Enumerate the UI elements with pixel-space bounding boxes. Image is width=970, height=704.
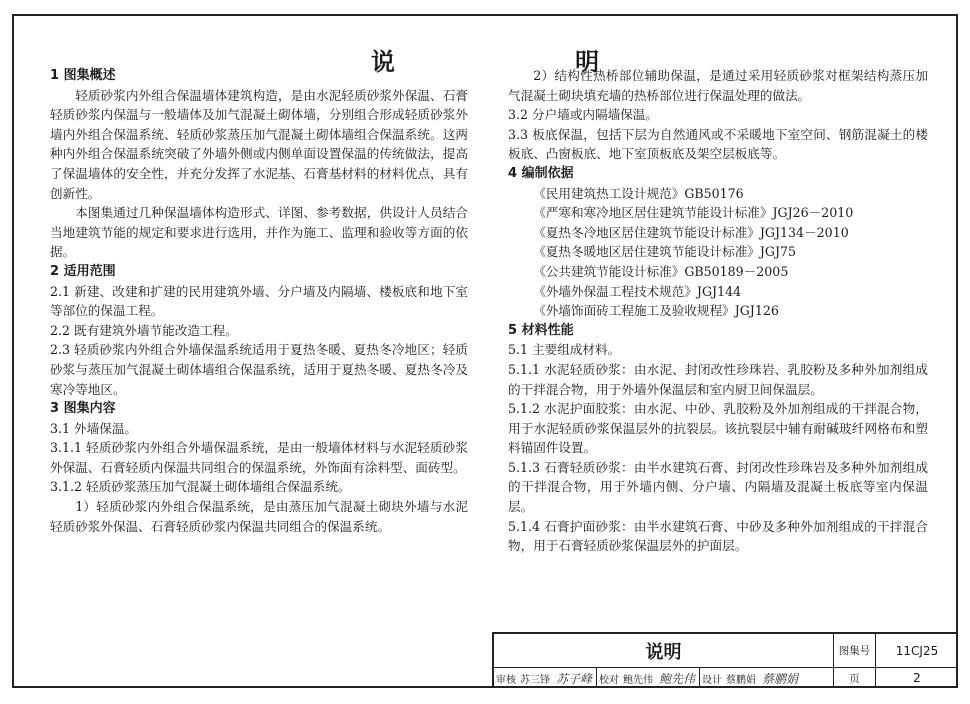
paragraph: 轻质砂浆内外组合保温墙体建筑构造，是由水泥轻质砂浆外保温、石膏轻质砂浆内保温与一般墙体及加气混凝土砌体墙，分别组合形成轻质砂浆外墙内外组合保温系统、轻质砂浆蒸压加气混凝土砌体墙组合保温系统。这两种内外组合保温系统突破了外墙外侧或内侧单面设置保温的传统做法，提高了保温墙体的安全性，并充分发挥了水泥基、石膏基材料的材料优点，具有创新性。 <box>50 87 468 201</box>
section-heading: 4 编制依据 <box>508 165 574 181</box>
review-label: 审核 <box>496 674 516 686</box>
page-label: 页 <box>834 668 876 688</box>
reference-item: 《公共建筑节能设计标准》GB50189－2005 <box>533 263 789 279</box>
reference-item: 《严寒和寒冷地区居住建筑节能设计标准》JGJ26－2010 <box>533 205 854 221</box>
paragraph: 3.1 外墙保温。 <box>50 420 138 436</box>
atlas-number: 11CJ25 <box>876 634 958 668</box>
paragraph: 2.1 新建、改建和扩建的民用建筑外墙、分户墙及内隔墙、楼板底和地下室等部位的保温工程。 <box>50 283 468 319</box>
paragraph: 5.1.3 石膏轻质砂浆：由半水建筑石膏、封闭改性珍珠岩及多种外加剂组成的干拌混合物，用于外墙内侧、分户墙、内隔墙及混凝土板底等室内保温层。 <box>508 459 928 515</box>
section-heading: 2 适用范围 <box>50 263 116 279</box>
paragraph: 3.1.2 轻质砂浆蒸压加气混凝土砌体墙组合保温系统。 <box>50 479 351 495</box>
check-label: 校对 <box>599 674 620 686</box>
paragraph: 2.2 既有建筑外墙节能改造工程。 <box>50 322 238 338</box>
atlas-number-label: 图集号 <box>834 634 876 668</box>
review-signature: 苏子峰 <box>556 671 593 686</box>
title-block-name: 说明 <box>494 634 834 668</box>
signature-row <box>494 668 834 688</box>
right-column <box>508 66 928 556</box>
section-heading: 3 图集内容 <box>50 401 116 417</box>
page-title: 说 明 <box>370 47 686 76</box>
paragraph: 2.3 轻质砂浆内外组合外墙保温系统适用于夏热冬暖、夏热冬冷地区；轻质砂浆与蒸压加气混凝土砌体墙组合保温系统，适用于夏热冬暖、夏热冬冷及寒冷等地区。 <box>50 342 468 397</box>
page-number: 2 <box>913 671 921 685</box>
paragraph: 1）轻质砂浆内外组合保温系统，是由蒸压加气混凝土砌块外墙与水泥轻质砂浆外保温、石膏轻质砂浆内保温共同组合的保温系统。 <box>50 499 468 534</box>
section-heading: 5 材料性能 <box>508 322 574 338</box>
paragraph: 5.1 主要组成材料。 <box>508 342 621 358</box>
check-name: 鲍先伟 <box>623 674 654 686</box>
section-heading: 1 图集概述 <box>50 68 116 83</box>
paragraph: 5.1.4 石膏护面砂浆：由半水建筑石膏、中砂及多种外加剂组成的干拌混合物，用于石膏轻质砂浆保温层外的护面层。 <box>508 518 928 554</box>
design-signature: 蔡鹏娟 <box>762 671 799 686</box>
design-name: 蔡鹏娟 <box>726 674 757 686</box>
paragraph: 5.1.1 水泥轻质砂浆：由水泥、封闭改性珍珠岩、乳胶粉及多种外加剂组成的干拌混合物，用于外墙外保温层和室内厨卫间保温层。 <box>508 361 928 397</box>
reference-item: 《外墙饰面砖工程施工及验收规程》JGJ126 <box>533 303 779 319</box>
paragraph: 3.1.1 轻质砂浆内外组合外墙保温系统，是由一般墙体材料与水泥轻质砂浆外保温、石膏轻质内保温共同组合的保温系统，外饰面有涂料型、面砖型。 <box>50 440 468 475</box>
reference-item: 《夏热冬冷地区居住建筑节能设计标准》JGJ134－2010 <box>533 224 849 240</box>
review-name: 苏三锋 <box>520 674 550 686</box>
paragraph: 5.1.2 水泥护面胶浆：由水泥、中砂、乳胶粉及外加剂组成的干拌混合物，用于水泥轻质砂浆保温层外的抗裂层。该抗裂层中辅有耐碱玻纤网格布和塑料锚固件设置。 <box>508 401 928 456</box>
title-block <box>492 632 958 688</box>
left-column <box>50 66 468 536</box>
paragraph: 3.3 板底保温，包括下层为自然通风或不采暖地下室空间、钢筋混凝土的楼板底、凸窗板底、地下室顶板底及架空层板底等。 <box>508 126 928 162</box>
paragraph: 3.2 分户墙或内隔墙保温。 <box>508 107 658 123</box>
check-signature: 鲍先伟 <box>659 671 696 686</box>
reference-item: 《民用建筑热工设计规范》GB50176 <box>533 185 744 201</box>
paragraph: 本图集通过几种保温墙体构造形式、详图、参考数据，供设计人员结合当地建筑节能的规定和要求进行选用，并作为施工、监理和验收等方面的依据。 <box>50 205 468 260</box>
design-label: 设计 <box>702 674 723 686</box>
reference-item: 《夏热冬暖地区居住建筑节能设计标准》JGJ75 <box>533 244 797 260</box>
reference-item: 《外墙外保温工程技术规范》JGJ144 <box>533 283 742 299</box>
paragraph: 2）结构性热桥部位辅助保温，是通过采用轻质砂浆对框架结构蒸压加气混凝土砌块填充墙的热桥部位进行保温处理的做法。 <box>508 68 928 103</box>
